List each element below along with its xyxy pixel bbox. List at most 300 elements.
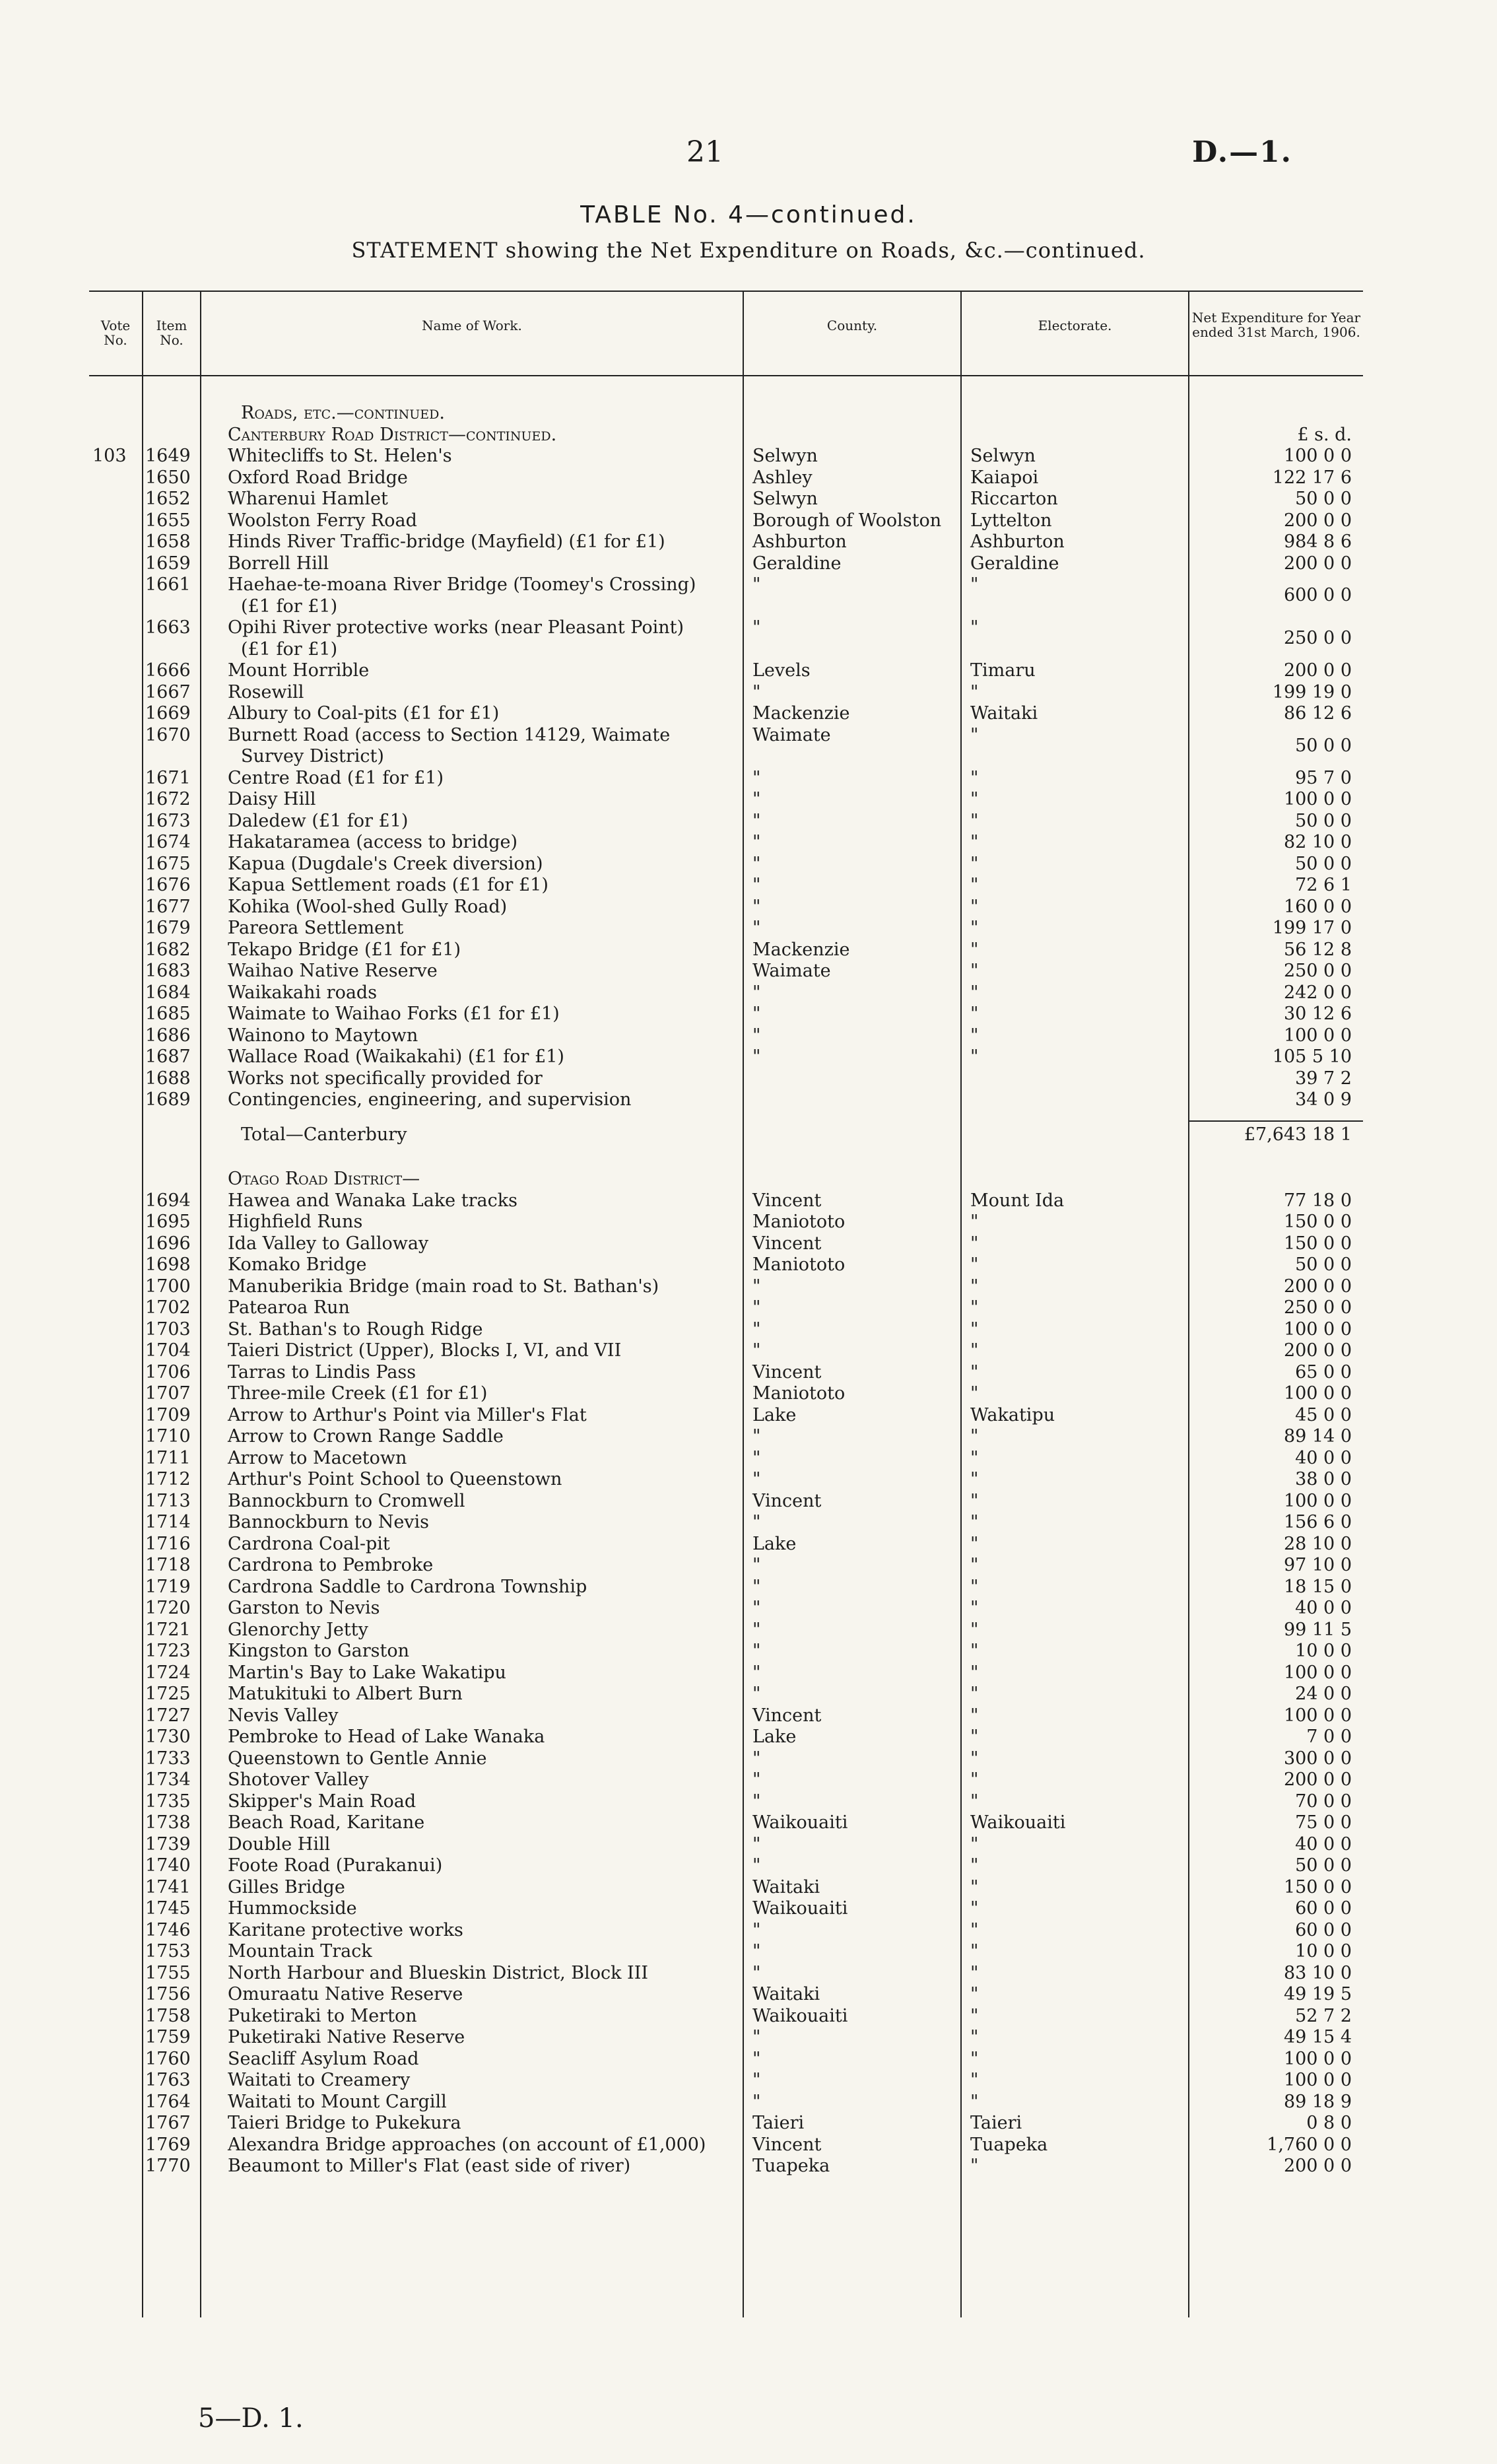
canterbury-county: Ashley <box>752 467 813 488</box>
otago-electorate: " <box>970 1447 979 1468</box>
canterbury-amount: 122 17 6 <box>1272 467 1352 488</box>
canterbury-work-name: Kohika (Wool-shed Gully Road) <box>228 896 508 917</box>
otago-work-name: Patearoa Run <box>228 1297 350 1318</box>
otago-amount: 60 0 0 <box>1295 1919 1352 1940</box>
otago-electorate: " <box>970 2027 979 2047</box>
canterbury-electorate: " <box>970 896 979 917</box>
canterbury-electorate: Riccarton <box>970 489 1058 509</box>
canterbury-electorate: " <box>970 767 979 788</box>
otago-item-number: 1740 <box>145 1855 191 1876</box>
otago-work-name: Skipper's Main Road <box>228 1791 416 1812</box>
otago-work-name: Arrow to Crown Range Saddle <box>228 1426 504 1447</box>
otago-amount: 65 0 0 <box>1295 1361 1352 1383</box>
canterbury-amount: 56 12 8 <box>1283 939 1352 960</box>
otago-work-name: Alexandra Bridge approaches (on account of £1,000) <box>228 2134 706 2155</box>
canterbury-county: " <box>752 1046 761 1067</box>
canterbury-item-number: 1689 <box>145 1089 191 1110</box>
otago-item-number: 1764 <box>145 2091 191 2112</box>
otago-item-number: 1759 <box>145 2027 191 2047</box>
otago-county: " <box>752 1662 761 1683</box>
otago-amount: 18 15 0 <box>1283 1576 1352 1597</box>
otago-work-name: Beaumont to Miller's Flat (east side of river) <box>228 2156 631 2176</box>
otago-item-number: 1769 <box>145 2134 191 2155</box>
otago-amount: 49 19 5 <box>1283 1984 1352 2004</box>
canterbury-county: " <box>752 1025 761 1046</box>
otago-work-name: Seacliff Asylum Road <box>228 2048 419 2069</box>
otago-item-number: 1755 <box>145 1962 191 1983</box>
otago-electorate: " <box>970 1919 979 1940</box>
canterbury-electorate: Ashburton <box>970 531 1065 552</box>
otago-amount: 200 0 0 <box>1283 1340 1352 1361</box>
expenditure-table <box>89 291 1363 2317</box>
canterbury-item-number: 1666 <box>145 660 191 681</box>
canterbury-amount: 199 19 0 <box>1272 681 1352 702</box>
otago-work-name: Manuberikia Bridge (main road to St. Bathan's) <box>228 1276 659 1297</box>
otago-amount: 89 18 9 <box>1283 2091 1352 2112</box>
header-vote: Vote No. <box>100 318 131 348</box>
canterbury-amount: 242 0 0 <box>1283 982 1352 1003</box>
otago-work-name: Arthur's Point School to Queenstown <box>228 1469 562 1489</box>
canterbury-electorate: " <box>970 982 979 1003</box>
otago-electorate: " <box>970 1727 979 1747</box>
canterbury-amount: 200 0 0 <box>1283 510 1352 531</box>
canterbury-item-number: 1682 <box>145 939 191 960</box>
canterbury-county: " <box>752 896 761 917</box>
canterbury-county: Levels <box>752 660 811 681</box>
otago-electorate: " <box>970 1361 979 1383</box>
canterbury-county: Borough of Woolston <box>752 510 942 531</box>
canterbury-work-name: Centre Road (£1 for £1) <box>228 767 444 788</box>
total-label: Total—Canterbury <box>241 1124 407 1145</box>
otago-amount: 200 0 0 <box>1283 1769 1352 1790</box>
otago-amount: 100 0 0 <box>1283 2048 1352 2069</box>
canterbury-item-number: 1685 <box>145 1004 191 1024</box>
otago-item-number: 1760 <box>145 2048 191 2069</box>
canterbury-amount: 105 5 10 <box>1272 1046 1352 1067</box>
canterbury-electorate: " <box>970 681 979 702</box>
otago-electorate: Waikouaiti <box>970 1812 1066 1833</box>
otago-electorate: " <box>970 1576 979 1597</box>
otago-electorate: " <box>970 1662 979 1683</box>
canterbury-item-number: 1652 <box>145 489 191 509</box>
otago-work-name: St. Bathan's to Rough Ridge <box>228 1318 483 1340</box>
otago-amount: 150 0 0 <box>1283 1233 1352 1254</box>
otago-amount: 40 0 0 <box>1295 1447 1352 1468</box>
otago-work-name: Hawea and Wanaka Lake tracks <box>228 1190 517 1211</box>
otago-county: " <box>752 1318 761 1340</box>
canterbury-amount: 30 12 6 <box>1283 1004 1352 1024</box>
otago-county: " <box>752 1962 761 1983</box>
canterbury-county: " <box>752 617 761 638</box>
canterbury-county: Mackenzie <box>752 703 850 724</box>
otago-county: Waitaki <box>752 1984 820 2004</box>
otago-county: " <box>752 2070 761 2090</box>
otago-amount: 38 0 0 <box>1295 1469 1352 1489</box>
canterbury-electorate: " <box>970 832 979 852</box>
otago-work-name: Highfield Runs <box>228 1212 363 1232</box>
canterbury-work-name-continued: (£1 for £1) <box>241 638 338 660</box>
canterbury-work-name-continued: Survey District) <box>241 746 384 767</box>
canterbury-electorate: " <box>970 875 979 895</box>
canterbury-item-number: 1671 <box>145 767 191 788</box>
canterbury-electorate: " <box>970 574 979 595</box>
canterbury-amount: 100 0 0 <box>1283 789 1352 809</box>
otago-item-number: 1718 <box>145 1555 191 1575</box>
currency-header: £ s. d. <box>1297 424 1352 445</box>
otago-electorate: " <box>970 2091 979 2112</box>
otago-item-number: 1714 <box>145 1512 191 1532</box>
canterbury-item-number: 1655 <box>145 510 191 531</box>
column-rule <box>960 291 962 2317</box>
otago-electorate: " <box>970 1705 979 1726</box>
otago-item-number: 1695 <box>145 1212 191 1232</box>
otago-item-number: 1696 <box>145 1233 191 1254</box>
canterbury-electorate: " <box>970 1025 979 1046</box>
otago-work-name: Garston to Nevis <box>228 1598 380 1618</box>
canterbury-electorate: " <box>970 961 979 981</box>
otago-county: Waikouaiti <box>752 1898 848 1919</box>
otago-work-name: Mountain Track <box>228 1941 372 1962</box>
canterbury-amount: 50 0 0 <box>1295 735 1352 756</box>
otago-county: " <box>752 1340 761 1361</box>
otago-item-number: 1763 <box>145 2070 191 2090</box>
otago-work-name: Ida Valley to Galloway <box>228 1233 429 1254</box>
otago-work-name: Komako Bridge <box>228 1254 367 1275</box>
otago-item-number: 1753 <box>145 1941 191 1962</box>
otago-item-number: 1703 <box>145 1318 191 1340</box>
canterbury-item-number: 1673 <box>145 810 191 831</box>
canterbury-item-number: 1667 <box>145 681 191 702</box>
otago-amount: 49 15 4 <box>1283 2027 1352 2047</box>
canterbury-electorate: " <box>970 853 979 874</box>
statement-title: STATEMENT showing the Net Expenditure on Roads, &c.—continued. <box>351 238 1146 263</box>
otago-item-number: 1739 <box>145 1833 191 1855</box>
otago-county: Lake <box>752 1727 797 1747</box>
canterbury-work-name: Whitecliffs to St. Helen's <box>228 446 452 466</box>
otago-electorate: Mount Ida <box>970 1190 1065 1211</box>
otago-electorate: " <box>970 1383 979 1404</box>
canterbury-county: Waimate <box>752 961 831 981</box>
otago-county: " <box>752 1833 761 1855</box>
canterbury-amount: 86 12 6 <box>1283 703 1352 724</box>
otago-county: " <box>752 1469 761 1489</box>
canterbury-county: Mackenzie <box>752 939 850 960</box>
canterbury-county: " <box>752 767 761 788</box>
canterbury-county: Geraldine <box>752 553 842 574</box>
otago-county: " <box>752 2048 761 2069</box>
canterbury-work-name: Daisy Hill <box>228 789 316 809</box>
otago-county: " <box>752 1769 761 1790</box>
table-top-rule <box>89 291 1363 292</box>
otago-item-number: 1733 <box>145 1748 191 1769</box>
otago-electorate: " <box>970 1276 979 1297</box>
canterbury-work-name: Wallace Road (Waikakahi) (£1 for £1) <box>228 1046 564 1067</box>
canterbury-item-number: 1659 <box>145 553 191 574</box>
otago-amount: 50 0 0 <box>1295 1254 1352 1275</box>
otago-work-name: Omuraatu Native Reserve <box>228 1984 463 2004</box>
canterbury-amount: 200 0 0 <box>1283 553 1352 574</box>
canterbury-amount: 250 0 0 <box>1283 961 1352 981</box>
otago-item-number: 1707 <box>145 1383 191 1404</box>
canterbury-item-number: 1679 <box>145 918 191 938</box>
otago-county: " <box>752 1748 761 1769</box>
otago-work-name: Bannockburn to Cromwell <box>228 1490 465 1511</box>
otago-work-name: Beach Road, Karitane <box>228 1812 425 1833</box>
canterbury-item-number: 1686 <box>145 1025 191 1046</box>
otago-work-name: Tarras to Lindis Pass <box>228 1361 416 1383</box>
column-rule <box>200 291 201 2317</box>
otago-county: Vincent <box>752 1705 822 1726</box>
canterbury-item-number: 1663 <box>145 617 191 638</box>
otago-work-name: Cardrona Coal-pit <box>228 1533 390 1554</box>
otago-county: " <box>752 1641 761 1661</box>
otago-amount: 156 6 0 <box>1283 1512 1352 1532</box>
canterbury-county: " <box>752 574 761 595</box>
district-heading: Otago Road District— <box>228 1169 420 1189</box>
otago-electorate: " <box>970 1898 979 1919</box>
otago-amount: 200 0 0 <box>1283 1276 1352 1297</box>
canterbury-work-name: Woolston Ferry Road <box>228 510 417 531</box>
canterbury-amount: 34 0 9 <box>1295 1089 1352 1110</box>
otago-county: Taieri <box>752 2113 805 2133</box>
header-county: County. <box>826 318 878 333</box>
canterbury-amount: 95 7 0 <box>1295 767 1352 788</box>
canterbury-county: Selwyn <box>752 489 818 509</box>
otago-amount: 100 0 0 <box>1283 1318 1352 1340</box>
otago-amount: 28 10 0 <box>1283 1533 1352 1554</box>
otago-amount: 250 0 0 <box>1283 1297 1352 1318</box>
otago-item-number: 1756 <box>145 1984 191 2004</box>
otago-county: " <box>752 1598 761 1618</box>
otago-electorate: " <box>970 1318 979 1340</box>
otago-electorate: Wakatipu <box>970 1404 1055 1425</box>
canterbury-electorate: Lyttelton <box>970 510 1052 531</box>
otago-item-number: 1711 <box>145 1447 191 1468</box>
canterbury-county: " <box>752 982 761 1003</box>
otago-item-number: 1734 <box>145 1769 191 1790</box>
otago-electorate: " <box>970 2048 979 2069</box>
otago-work-name: Foote Road (Purakanui) <box>228 1855 443 1876</box>
otago-county: " <box>752 1555 761 1575</box>
otago-item-number: 1713 <box>145 1490 191 1511</box>
otago-amount: 97 10 0 <box>1283 1555 1352 1575</box>
otago-work-name: North Harbour and Blueskin District, Block III <box>228 1962 649 1983</box>
footer-signature: 5—D. 1. <box>198 2403 304 2434</box>
otago-work-name: Matukituki to Albert Burn <box>228 1684 463 1704</box>
otago-electorate: " <box>970 1984 979 2004</box>
canterbury-item-number: 1658 <box>145 531 191 552</box>
otago-electorate: " <box>970 1555 979 1575</box>
otago-county: Lake <box>752 1533 797 1554</box>
otago-electorate: " <box>970 2005 979 2026</box>
canterbury-work-name: Hakataramea (access to bridge) <box>228 832 518 852</box>
canterbury-work-name: Wainono to Maytown <box>228 1025 418 1046</box>
canterbury-electorate: " <box>970 810 979 831</box>
canterbury-amount: 100 0 0 <box>1283 446 1352 466</box>
otago-work-name: Nevis Valley <box>228 1705 339 1726</box>
otago-county: " <box>752 2027 761 2047</box>
canterbury-work-name: Wharenui Hamlet <box>228 489 388 509</box>
otago-item-number: 1745 <box>145 1898 191 1919</box>
canterbury-electorate: " <box>970 724 979 745</box>
canterbury-item-number: 1670 <box>145 724 191 745</box>
otago-work-name: Pembroke to Head of Lake Wanaka <box>228 1727 545 1747</box>
otago-county: Vincent <box>752 1490 822 1511</box>
otago-county: Maniototo <box>752 1212 846 1232</box>
otago-item-number: 1710 <box>145 1426 191 1447</box>
canterbury-electorate: " <box>970 1046 979 1067</box>
otago-amount: 50 0 0 <box>1295 1855 1352 1876</box>
otago-electorate: " <box>970 1340 979 1361</box>
otago-county: " <box>752 1276 761 1297</box>
otago-county: Vincent <box>752 1190 822 1211</box>
otago-item-number: 1741 <box>145 1876 191 1898</box>
otago-county: " <box>752 1297 761 1318</box>
otago-work-name: Cardrona to Pembroke <box>228 1555 434 1575</box>
otago-amount: 100 0 0 <box>1283 1490 1352 1511</box>
otago-item-number: 1724 <box>145 1662 191 1683</box>
otago-work-name: Puketiraki Native Reserve <box>228 2027 465 2047</box>
canterbury-work-name: Burnett Road (access to Section 14129, Waimate <box>228 724 671 745</box>
otago-electorate: " <box>970 1512 979 1532</box>
otago-electorate: " <box>970 1962 979 1983</box>
canterbury-work-name: Contingencies, engineering, and supervision <box>228 1089 632 1110</box>
otago-county: Vincent <box>752 1233 822 1254</box>
otago-amount: 100 0 0 <box>1283 1383 1352 1404</box>
canterbury-work-name-continued: (£1 for £1) <box>241 596 338 617</box>
page-number: 21 <box>686 135 723 169</box>
canterbury-item-number: 1675 <box>145 853 191 874</box>
canterbury-county: " <box>752 681 761 702</box>
section-heading: Roads, etc.—continued. <box>241 403 445 423</box>
canterbury-amount: 39 7 2 <box>1295 1068 1352 1089</box>
canterbury-electorate: " <box>970 1004 979 1024</box>
otago-county: " <box>752 1684 761 1704</box>
otago-amount: 77 18 0 <box>1283 1190 1352 1211</box>
otago-electorate: " <box>970 1855 979 1876</box>
otago-amount: 75 0 0 <box>1295 1812 1352 1833</box>
otago-amount: 45 0 0 <box>1295 1404 1352 1425</box>
canterbury-electorate: " <box>970 918 979 938</box>
canterbury-work-name: Waimate to Waihao Forks (£1 for £1) <box>228 1004 560 1024</box>
otago-amount: 100 0 0 <box>1283 2070 1352 2090</box>
header-net-expenditure: Net Expenditure for Year ended 31st March, 1906. <box>1191 310 1361 340</box>
otago-amount: 70 0 0 <box>1295 1791 1352 1812</box>
canterbury-item-number: 1661 <box>145 574 191 595</box>
otago-amount: 150 0 0 <box>1283 1876 1352 1898</box>
otago-item-number: 1712 <box>145 1469 191 1489</box>
canterbury-item-number: 1669 <box>145 703 191 724</box>
otago-county: Maniototo <box>752 1254 846 1275</box>
otago-work-name: Bannockburn to Nevis <box>228 1512 430 1532</box>
otago-item-number: 1738 <box>145 1812 191 1833</box>
canterbury-amount: 50 0 0 <box>1295 853 1352 874</box>
otago-amount: 0 8 0 <box>1306 2113 1352 2133</box>
otago-electorate: " <box>970 1619 979 1640</box>
canterbury-county: Selwyn <box>752 446 818 466</box>
otago-work-name: Puketiraki to Merton <box>228 2005 417 2026</box>
canterbury-work-name: Opihi River protective works (near Pleasant Point) <box>228 617 684 638</box>
otago-work-name: Waitati to Creamery <box>228 2070 411 2090</box>
canterbury-work-name: Oxford Road Bridge <box>228 467 408 488</box>
canterbury-county: Waimate <box>752 724 831 745</box>
canterbury-item-number: 1684 <box>145 982 191 1003</box>
otago-county: " <box>752 2091 761 2112</box>
otago-item-number: 1758 <box>145 2005 191 2026</box>
otago-electorate: Tuapeka <box>970 2134 1048 2155</box>
otago-amount: 100 0 0 <box>1283 1662 1352 1683</box>
otago-county: " <box>752 1447 761 1468</box>
canterbury-amount: 199 17 0 <box>1272 918 1352 938</box>
canterbury-item-number: 1688 <box>145 1068 191 1089</box>
canterbury-county: Ashburton <box>752 531 847 552</box>
otago-electorate: " <box>970 1469 979 1489</box>
otago-item-number: 1770 <box>145 2156 191 2176</box>
canterbury-item-number: 1676 <box>145 875 191 895</box>
otago-work-name: Waitati to Mount Cargill <box>228 2091 447 2112</box>
otago-work-name: Three-mile Creek (£1 for £1) <box>228 1383 488 1404</box>
otago-amount: 100 0 0 <box>1283 1705 1352 1726</box>
column-rule <box>142 291 143 2317</box>
otago-electorate: " <box>970 1791 979 1812</box>
canterbury-electorate: " <box>970 939 979 960</box>
otago-county: " <box>752 1426 761 1447</box>
canterbury-county: " <box>752 853 761 874</box>
total-rule <box>1188 1120 1363 1122</box>
otago-electorate: " <box>970 1426 979 1447</box>
otago-county: " <box>752 1941 761 1962</box>
canterbury-electorate: " <box>970 789 979 809</box>
canterbury-amount: 200 0 0 <box>1283 660 1352 681</box>
canterbury-county: " <box>752 810 761 831</box>
otago-county: Vincent <box>752 2134 822 2155</box>
canterbury-county: " <box>752 918 761 938</box>
canterbury-work-name: Kapua Settlement roads (£1 for £1) <box>228 875 549 895</box>
otago-county: Tuapeka <box>752 2156 830 2176</box>
otago-electorate: Taieri <box>970 2113 1022 2133</box>
canterbury-county: " <box>752 1004 761 1024</box>
canterbury-item-number: 1674 <box>145 832 191 852</box>
header-bottom-rule <box>89 375 1363 376</box>
otago-work-name: Taieri Bridge to Pukekura <box>228 2113 461 2133</box>
otago-work-name: Arrow to Macetown <box>228 1447 407 1468</box>
otago-county: " <box>752 1576 761 1597</box>
canterbury-work-name: Daledew (£1 for £1) <box>228 810 409 831</box>
document-reference: D.—1. <box>1192 135 1292 169</box>
otago-amount: 24 0 0 <box>1295 1684 1352 1704</box>
otago-item-number: 1716 <box>145 1533 191 1554</box>
canterbury-amount: 600 0 0 <box>1283 585 1352 606</box>
canterbury-work-name: Waihao Native Reserve <box>228 961 438 981</box>
otago-county: Waikouaiti <box>752 1812 848 1833</box>
otago-work-name: Double Hill <box>228 1833 331 1855</box>
canterbury-work-name: Albury to Coal-pits (£1 for £1) <box>228 703 500 724</box>
header-name: Name of Work. <box>422 318 522 333</box>
canterbury-electorate: Selwyn <box>970 446 1036 466</box>
otago-county: Maniototo <box>752 1383 846 1404</box>
canterbury-county: " <box>752 832 761 852</box>
otago-electorate: " <box>970 1233 979 1254</box>
canterbury-item-number: 1672 <box>145 789 191 809</box>
otago-item-number: 1698 <box>145 1254 191 1275</box>
otago-amount: 83 10 0 <box>1283 1962 1352 1983</box>
otago-item-number: 1730 <box>145 1727 191 1747</box>
otago-item-number: 1767 <box>145 2113 191 2133</box>
otago-county: " <box>752 1512 761 1532</box>
otago-item-number: 1694 <box>145 1190 191 1211</box>
otago-electorate: " <box>970 1533 979 1554</box>
canterbury-item-number: 1687 <box>145 1046 191 1067</box>
